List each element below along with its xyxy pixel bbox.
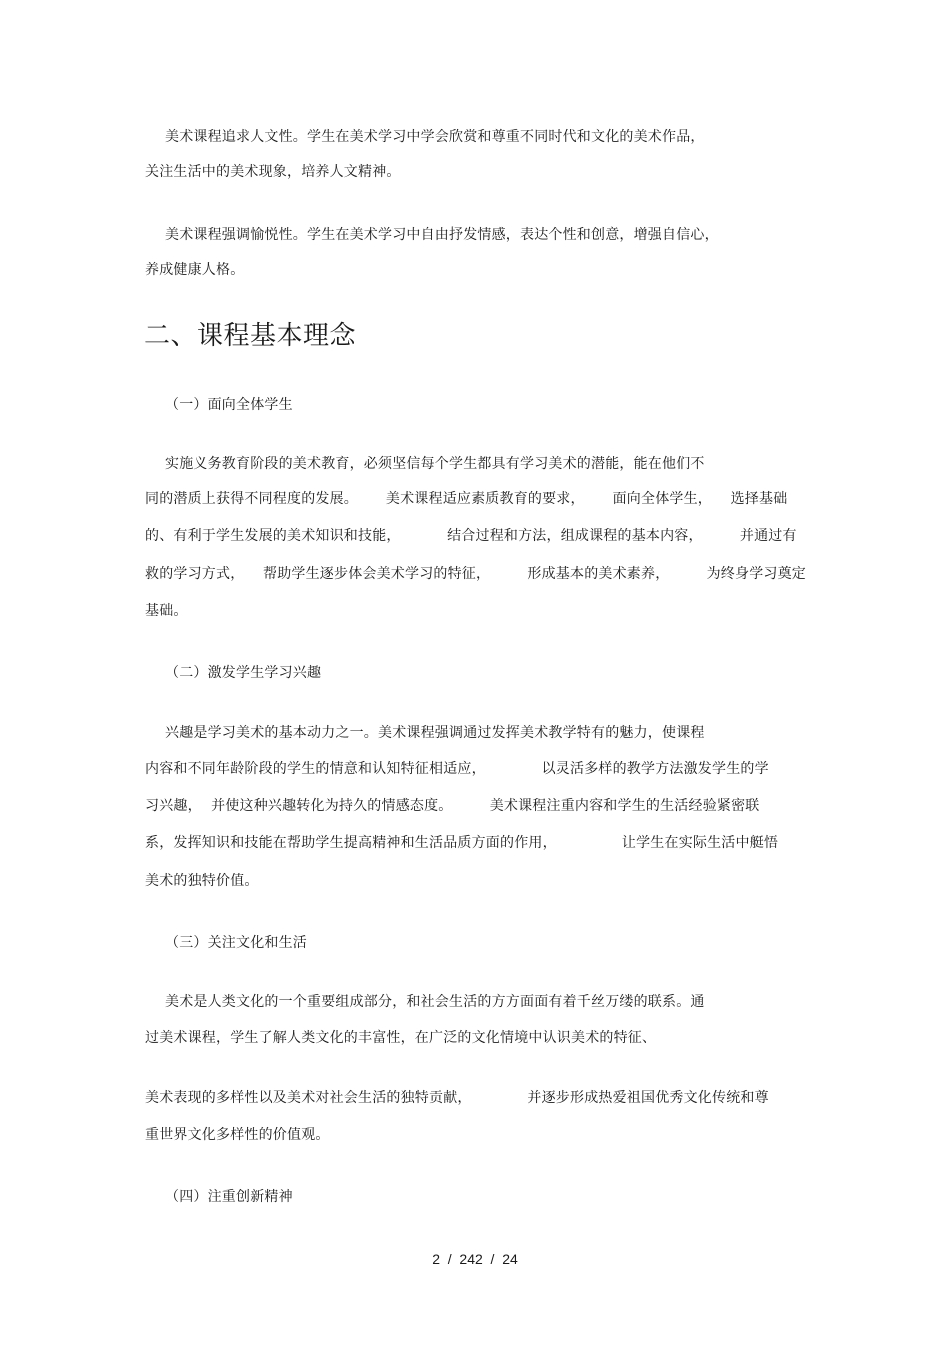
subheading: （二）激发学生学习兴趣 bbox=[165, 665, 322, 681]
paragraph-line: 关注生活中的美术现象，培养人文精神。 bbox=[145, 164, 401, 180]
paragraph-line: 内容和不同年龄阶段的学生的情意和认知特征相适应， 以灵活多样的教学方法激发学生的学 bbox=[145, 761, 769, 777]
paragraph-line: 重世界文化多样性的价值观。 bbox=[145, 1127, 330, 1143]
paragraph-line: 实施义务教育阶段的美术教育，必须坚信每个学生都具有学习美术的潜能，能在他们不 bbox=[165, 456, 705, 472]
paragraph-line: 美术的独特价值。 bbox=[145, 873, 259, 889]
paragraph-line: 美术课程追求人文性。学生在美术学习中学会欣赏和尊重不同时代和文化的美术作品， bbox=[165, 129, 705, 145]
subheading: （四）注重创新精神 bbox=[165, 1189, 293, 1205]
paragraph-line: 过美术课程，学生了解人类文化的丰富性，在广泛的文化情境中认识美术的特征、 bbox=[145, 1030, 657, 1046]
paragraph-line: 同的潜质上获得不同程度的发展。 美术课程适应素质教育的要求， 面向全体学生， 选择基础 bbox=[145, 491, 788, 507]
paragraph-line: 的、有利于学生发展的美术知识和技能， 结合过程和方法，组成课程的基本内容， 并通过有 bbox=[145, 528, 797, 544]
paragraph-line: 美术课程强调愉悦性。学生在美术学习中自由抒发情感，表达个性和创意，增强自信心， bbox=[165, 227, 719, 243]
paragraph-line: 美术表现的多样性以及美术对社会生活的独特贡献， 并逐步形成热爱祖国优秀文化传统和尊 bbox=[145, 1090, 769, 1106]
paragraph-line: 习兴趣， 并使这种兴趣转化为持久的情感态度。 美术课程注重内容和学生的生活经验紧密联 bbox=[145, 798, 760, 814]
subheading: （三）关注文化和生活 bbox=[165, 935, 307, 951]
paragraph-line: 养成健康人格。 bbox=[145, 262, 245, 278]
paragraph-line: 救的学习方式， 帮助学生逐步体会美术学习的特征， 形成基本的美术素养， 为终身学习奠定 bbox=[145, 566, 807, 582]
paragraph-line: 美术是人类文化的一个重要组成部分，和社会生活的方方面面有着千丝万缕的联系。通 bbox=[165, 994, 705, 1010]
subheading: （一）面向全体学生 bbox=[165, 397, 293, 413]
paragraph-line: 系，发挥知识和技能在帮助学生提高精神和生活品质方面的作用， 让学生在实际生活中艇悟 bbox=[145, 835, 779, 851]
paragraph-line: 基础。 bbox=[145, 603, 188, 619]
section-heading: 二、课程基本理念 bbox=[144, 321, 357, 351]
paragraph-line: 兴趣是学习美术的基本动力之一。美术课程强调通过发挥美术教学特有的魅力，使课程 bbox=[165, 725, 705, 741]
page-indicator: 2 / 242 / 24 bbox=[432, 1251, 518, 1267]
